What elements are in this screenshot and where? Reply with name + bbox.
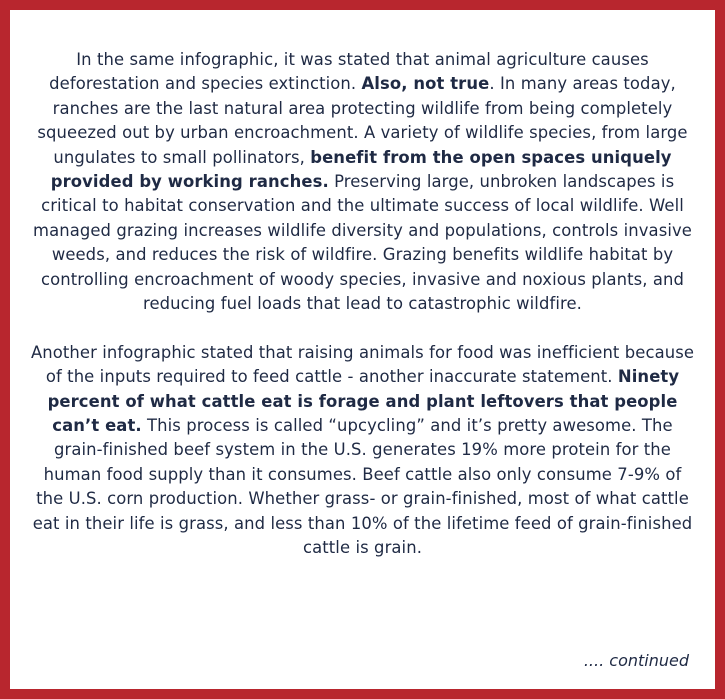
continued-label: .... continued — [583, 651, 689, 670]
p2-bold-ninety-percent: Ninety percent of what cattle eat is forage and plant leftovers that people can’t eat. — [47, 367, 680, 436]
article-body — [30, 48, 695, 561]
p2-text-2: This process is called “upcycling” and it’s pretty awesome. The grain-finished beef system in the U.S. generates 19% more protein for the human food supply than it consumes. Beef cattle also only consume 7-9% of the U.S. corn production. Whether grass- or grain-finished, most of what cattle eat in their life is grass, and less than 10% of the lifetime feed of grain-finished cattle is grain. — [32, 416, 693, 558]
p1-text-2: . In many areas today, ranches are the last natural area protecting wildlife from being completely squeezed out by urban encroachment. A variety of wildlife species, from large ungulates to small pollinators, — [37, 74, 688, 167]
paragraph-deforestation — [30, 48, 695, 316]
p1-text-3: Preserving large, unbroken landscapes is critical to habitat conservation and the ultimate success of local wildlife. Well managed grazing increases wildlife diversity and populations, controls invasive weeds, and reduces the risk of wildfire. Grazing benefits wildlife habitat by controlling encroachment of woody species, invasive and noxious plants, and reducing fuel loads that lead to catastrophic wildfire. — [33, 172, 692, 314]
p2-text-1: Another infographic stated that raising animals for food was inefficient because of the inputs required to feed cattle - another inaccurate statement. — [30, 342, 695, 387]
p1-bold-not-true: Also, not true — [361, 74, 490, 94]
p1-text-1: In the same infographic, it was stated that animal agriculture causes deforestation and species extinction. — [49, 50, 649, 94]
paragraph-upcycling — [30, 341, 695, 561]
p1-bold-open-spaces: benefit from the open spaces uniquely provided by working ranches. — [50, 147, 672, 192]
